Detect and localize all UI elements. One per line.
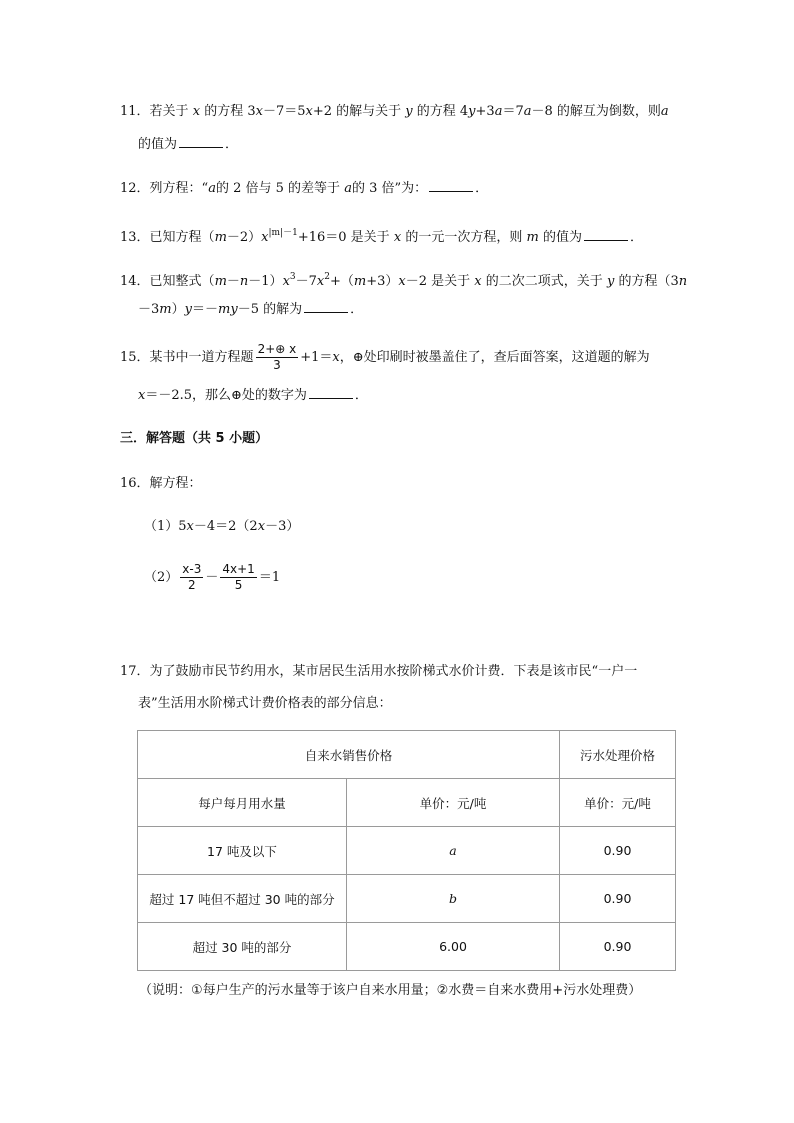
question-11-line-2 bbox=[138, 135, 238, 154]
fraction-numerator: 4x+1 bbox=[222, 562, 255, 576]
variable: x bbox=[282, 274, 290, 289]
text: （2） bbox=[144, 570, 179, 585]
variable: y bbox=[468, 104, 476, 119]
fraction bbox=[220, 562, 256, 593]
text: 已知方程（ bbox=[149, 230, 215, 245]
table-cell: 6.00 bbox=[347, 923, 560, 971]
text: 的 2 倍与 5 的差等于 bbox=[215, 181, 341, 196]
text: ，⊕处印刷时被墨盖住了，查后面答案，这道题的解为 bbox=[339, 350, 650, 365]
variable: y bbox=[606, 274, 615, 289]
text: －7 bbox=[295, 274, 317, 289]
text: －8 的解互为倒数，则 bbox=[531, 104, 661, 119]
text: ． bbox=[354, 388, 368, 403]
text: 的方程 3 bbox=[204, 104, 256, 119]
text: －2 是关于 bbox=[405, 274, 471, 289]
question-number: 13． bbox=[120, 230, 150, 245]
exponent: |m|－1 bbox=[268, 228, 298, 238]
text: +3 bbox=[475, 104, 495, 119]
question-number: 12． bbox=[120, 181, 150, 196]
text: 的一元一次方程，则 bbox=[405, 230, 523, 245]
table-cell: 0.90 bbox=[560, 827, 676, 875]
table-header-cell: 每户每月用水量 bbox=[138, 779, 347, 827]
text: ． bbox=[475, 181, 489, 196]
variable: x bbox=[332, 350, 340, 365]
variable: x bbox=[393, 230, 402, 245]
table-header-cell: 自来水销售价格 bbox=[138, 731, 560, 779]
table-header-cell: 污水处理价格 bbox=[560, 731, 676, 779]
question-number: 14． bbox=[120, 274, 150, 289]
text: 已知整式（ bbox=[149, 274, 215, 289]
fraction-numerator: 2+⊕ x bbox=[257, 342, 297, 356]
text: －2） bbox=[226, 230, 262, 245]
variable: y bbox=[230, 302, 238, 317]
question-15 bbox=[120, 342, 650, 374]
water-price-table bbox=[137, 730, 676, 971]
question-14 bbox=[120, 268, 687, 291]
text: 的方程（3 bbox=[618, 274, 679, 289]
variable: y bbox=[405, 104, 413, 119]
variable: x bbox=[186, 519, 194, 534]
text: 若关于 bbox=[149, 104, 189, 119]
question-number: 16． bbox=[120, 476, 150, 491]
table-row bbox=[138, 875, 676, 923]
variable: x bbox=[474, 274, 482, 289]
table-cell: 超过 30 吨的部分 bbox=[138, 923, 347, 971]
variable: m bbox=[214, 274, 227, 289]
question-11 bbox=[120, 103, 669, 121]
variable: a bbox=[660, 104, 669, 119]
text: －3） bbox=[265, 519, 300, 534]
question-17 bbox=[120, 663, 637, 681]
text: － bbox=[205, 570, 219, 585]
variable: x bbox=[257, 519, 266, 534]
question-17-line-2: 表”生活用水阶梯式计费价格表的部分信息： bbox=[138, 696, 392, 711]
variable: x bbox=[255, 104, 263, 119]
question-number: 11． bbox=[120, 104, 150, 119]
text: ＝1 bbox=[258, 570, 281, 585]
variable: a bbox=[523, 104, 532, 119]
text: －4＝2（2 bbox=[193, 519, 258, 534]
text: －1） bbox=[248, 274, 283, 289]
text: －7＝5 bbox=[262, 104, 306, 119]
table-cell: 超过 17 吨但不超过 30 吨的部分 bbox=[138, 875, 347, 923]
answer-blank bbox=[304, 300, 348, 313]
text: +3） bbox=[366, 274, 399, 289]
variable: n bbox=[239, 274, 249, 289]
text: ＝－2.5，那么⊕处的数字为 bbox=[145, 388, 307, 403]
variable: m bbox=[526, 230, 539, 245]
text: +2 的解与关于 bbox=[312, 104, 402, 119]
text: －3 bbox=[138, 302, 160, 317]
table-header-cell: 单价：元/吨 bbox=[347, 779, 560, 827]
fraction bbox=[256, 342, 299, 373]
text: 为了鼓励市民节约用水，某市居民生活用水按阶梯式水价计费．下表是该市民“一户一 bbox=[149, 664, 638, 679]
question-13 bbox=[120, 224, 643, 247]
question-number: 17． bbox=[120, 664, 150, 679]
text: 的方程 4 bbox=[416, 104, 469, 119]
text: 的二次二项式，关于 bbox=[485, 274, 603, 289]
text: +1＝ bbox=[300, 350, 333, 365]
table-cell: 17 吨及以下 bbox=[138, 827, 347, 875]
variable: y bbox=[184, 302, 192, 317]
answer-blank bbox=[584, 228, 628, 241]
question-number: 15． bbox=[120, 350, 150, 365]
text: 的 3 倍”为： bbox=[351, 181, 428, 196]
table-row bbox=[138, 827, 676, 875]
exponent: 2 bbox=[324, 272, 330, 282]
variable: n bbox=[678, 274, 688, 289]
text: ） bbox=[171, 302, 185, 317]
table-cell: 0.90 bbox=[560, 875, 676, 923]
fraction bbox=[180, 562, 203, 593]
variable: m bbox=[214, 230, 227, 245]
fraction-denominator: 3 bbox=[273, 358, 281, 372]
text: +16＝0 是关于 bbox=[297, 230, 390, 245]
fraction-denominator: 5 bbox=[234, 578, 243, 592]
table-cell: b bbox=[347, 875, 560, 923]
text: 列方程：“ bbox=[149, 181, 209, 196]
variable: a bbox=[208, 181, 216, 196]
variable: m bbox=[159, 302, 172, 317]
table-cell: a bbox=[347, 827, 560, 875]
question-15-line-2 bbox=[138, 386, 368, 405]
table-cell: 0.90 bbox=[560, 923, 676, 971]
text: ． bbox=[225, 137, 239, 152]
variable: a bbox=[494, 104, 503, 119]
section-title: 三．解答题（共 5 小题） bbox=[120, 431, 269, 446]
variable: x bbox=[398, 274, 406, 289]
text: － bbox=[226, 274, 240, 289]
table-note: （说明：①每户生产的污水量等于该户自来水用量；②水费＝自来水费用+污水处理费） bbox=[139, 983, 642, 998]
variable: x bbox=[192, 104, 201, 119]
text: ＝－ bbox=[191, 302, 218, 317]
table-row bbox=[138, 923, 676, 971]
table-header-cell: 单价：元/吨 bbox=[560, 779, 676, 827]
fraction-denominator: 2 bbox=[188, 578, 196, 592]
fraction-numerator: x-3 bbox=[182, 562, 202, 576]
question-16 bbox=[120, 475, 202, 493]
text: ． bbox=[629, 230, 643, 245]
variable: m bbox=[218, 302, 231, 317]
exponent: 3 bbox=[289, 272, 296, 282]
variable: x bbox=[305, 104, 313, 119]
variable: a bbox=[344, 181, 352, 196]
question-14-line-2 bbox=[138, 300, 363, 319]
text: +（ bbox=[330, 274, 354, 289]
variable: x bbox=[316, 274, 325, 289]
variable: x bbox=[261, 230, 269, 245]
question-12 bbox=[120, 179, 488, 198]
text: 的值为 bbox=[138, 137, 178, 152]
text: －5 的解为 bbox=[237, 302, 303, 317]
text: ＝7 bbox=[502, 104, 524, 119]
variable: x bbox=[138, 388, 146, 403]
text: ． bbox=[350, 302, 364, 317]
answer-blank bbox=[309, 386, 353, 399]
equation-2 bbox=[144, 560, 280, 596]
variable: m bbox=[353, 274, 367, 289]
answer-blank bbox=[429, 179, 473, 192]
text: （1）5 bbox=[144, 519, 187, 534]
text: 解方程： bbox=[149, 476, 202, 491]
equation-1 bbox=[144, 518, 299, 536]
text: 某书中一道方程题 bbox=[149, 350, 254, 365]
text: 的值为 bbox=[542, 230, 582, 245]
table-header-row bbox=[138, 731, 676, 779]
table-header-row bbox=[138, 779, 676, 827]
answer-blank bbox=[179, 135, 223, 148]
